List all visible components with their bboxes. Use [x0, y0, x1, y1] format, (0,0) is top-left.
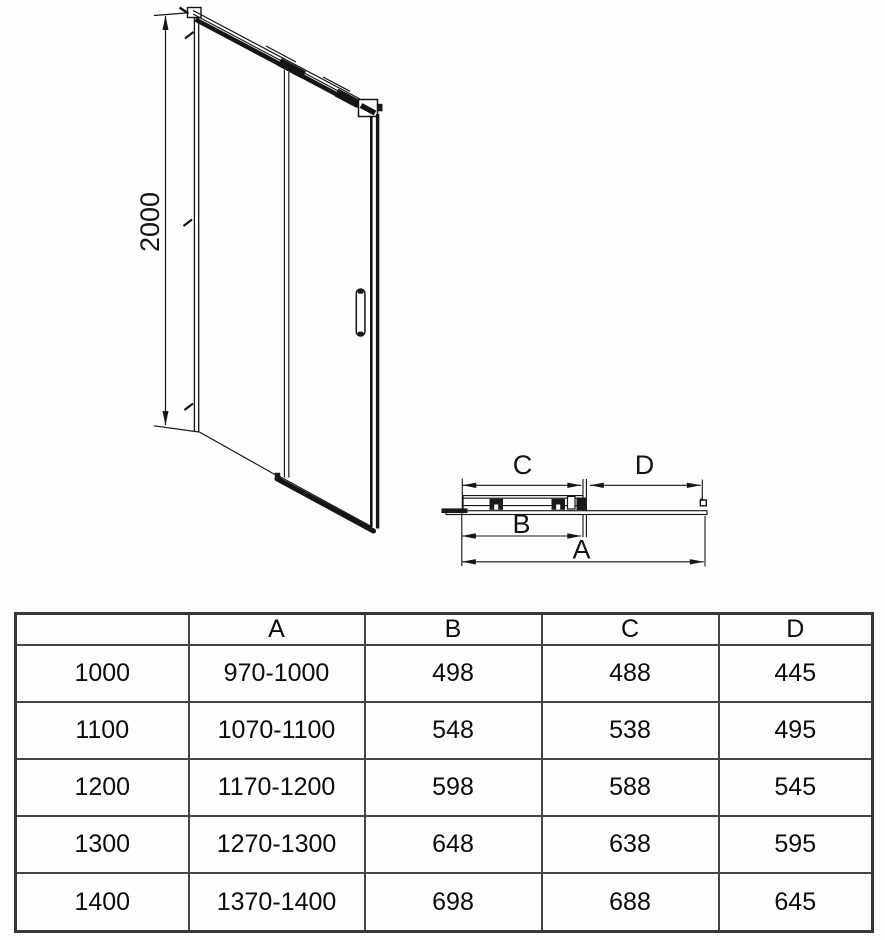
height-dimension-label: 2000 [135, 191, 165, 253]
panel-divider [284, 70, 288, 478]
dimension-d [590, 450, 703, 500]
door-handle [356, 289, 365, 336]
table-cell-d: 645 [719, 873, 873, 931]
table-cell-a: 970-1000 [189, 645, 365, 702]
roller-carriage [337, 93, 359, 104]
dim-label-b: B [512, 509, 531, 539]
table-cell-size: 1100 [16, 702, 189, 759]
table-cell-a: 1370-1400 [189, 873, 365, 931]
table-cell-c: 538 [542, 702, 719, 759]
left-wall-profile [180, 8, 202, 432]
wall-anchor-tick [185, 32, 194, 39]
dimensions-table [14, 612, 874, 933]
table-row [16, 759, 873, 816]
wall-anchor-tick [185, 404, 194, 411]
table-cell-a: 1070-1100 [189, 702, 365, 759]
table-cell-b: 548 [365, 702, 542, 759]
wall-bracket [577, 498, 587, 511]
table-header-d: D [719, 614, 873, 646]
table-cell-b: 648 [365, 816, 542, 873]
table-header-a: A [189, 614, 365, 646]
table-row [16, 645, 873, 702]
table-cell-a: 1270-1300 [189, 816, 365, 873]
table-cell-size: 1400 [16, 873, 189, 931]
table-cell-c: 588 [542, 759, 719, 816]
left-wall-flange [442, 508, 468, 513]
table-cell-b: 598 [365, 759, 542, 816]
table-cell-d: 445 [719, 645, 873, 702]
bottom-rail [275, 473, 374, 531]
table-cell-c: 638 [542, 816, 719, 873]
table-header-b: B [365, 614, 542, 646]
table-header-size [16, 614, 189, 646]
table-cell-size: 1000 [16, 645, 189, 702]
dim-label-c: C [512, 450, 533, 480]
dimensions-table-container [14, 612, 871, 933]
dim-label-a: A [572, 534, 591, 565]
table-header-c: C [542, 614, 719, 646]
plan-view [442, 450, 708, 567]
table-header-row [16, 614, 873, 646]
table-cell-d: 495 [719, 702, 873, 759]
table-cell-a: 1170-1200 [189, 759, 365, 816]
table-cell-d: 595 [719, 816, 873, 873]
top-rail [193, 11, 383, 117]
wall-anchor-tick [184, 220, 193, 227]
table-cell-c: 488 [542, 645, 719, 702]
dimension-b [462, 509, 582, 566]
table-row [16, 873, 873, 931]
table-row [16, 816, 873, 873]
table-cell-b: 498 [365, 645, 542, 702]
elevation-view [135, 8, 383, 532]
table-row [16, 702, 873, 759]
table-cell-size: 1200 [16, 759, 189, 816]
roller-carriage [280, 62, 305, 75]
table-cell-b: 698 [365, 873, 542, 931]
dim-label-d: D [634, 450, 655, 480]
right-frame-profile [371, 114, 377, 529]
table-cell-size: 1300 [16, 816, 189, 873]
table-cell-d: 545 [719, 759, 873, 816]
glass-bottom-edge [199, 432, 282, 479]
table-cell-c: 688 [542, 873, 719, 931]
